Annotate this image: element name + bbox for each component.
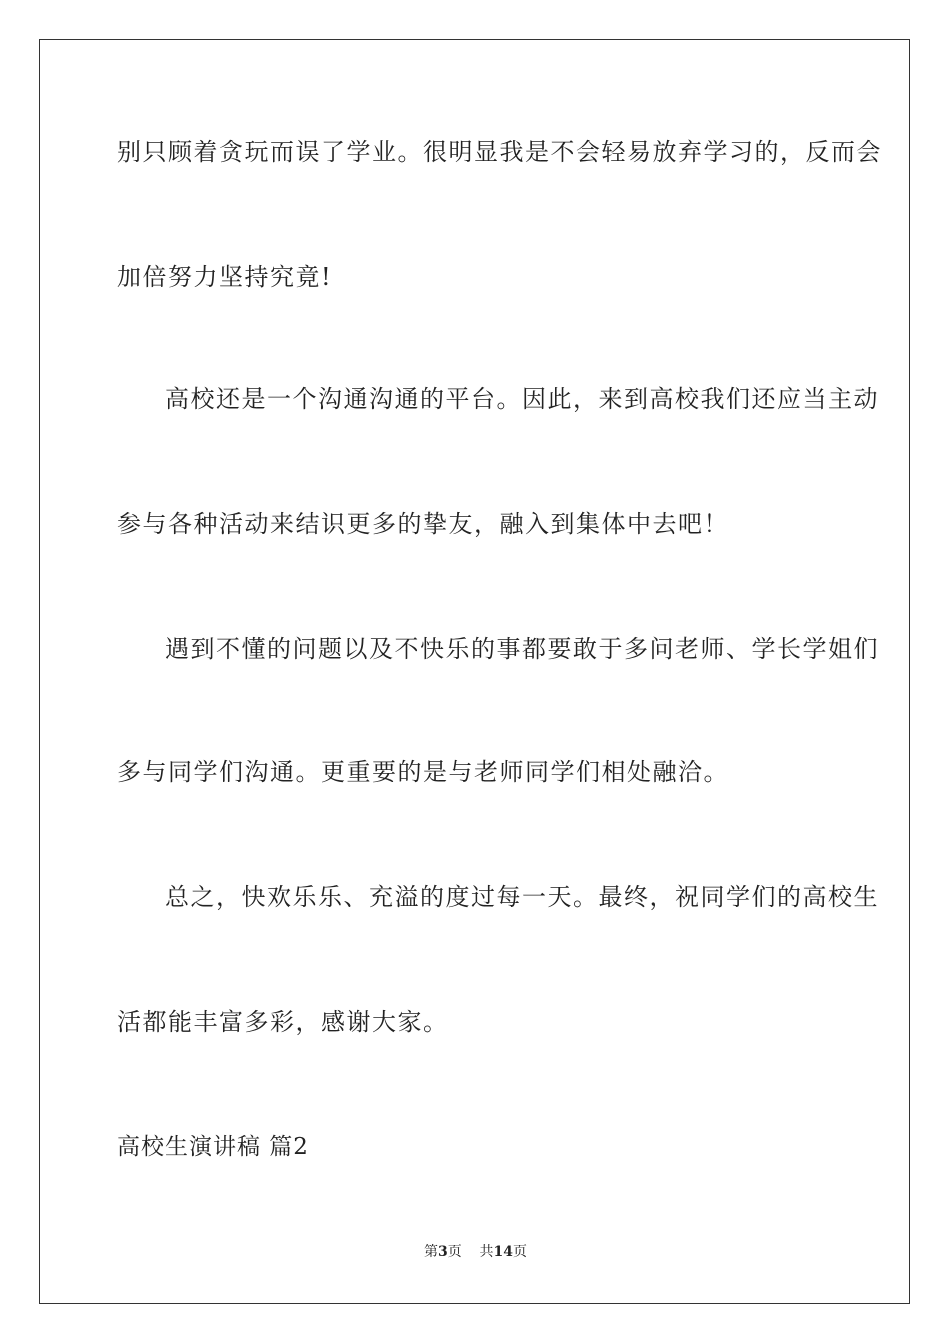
total-label-suffix: 页 xyxy=(513,1244,528,1260)
page-label-prefix: 第 xyxy=(423,1244,438,1260)
body-line-4: 参与各种活动来结识更多的挚友，融入到集体中去吧！ xyxy=(117,510,729,538)
total-label-prefix: 共 xyxy=(479,1244,494,1260)
document-page xyxy=(39,39,910,1304)
body-line-7: 总之，快欢乐乐、充溢的度过每一天。最终，祝同学们的高校生 xyxy=(165,883,879,911)
body-line-2: 加倍努力坚持究竟! xyxy=(117,263,333,291)
body-line-1: 别只顾着贪玩而误了学业。很明显我是不会轻易放弃学习的，反而会 xyxy=(117,138,882,166)
page-label-suffix: 页 xyxy=(447,1244,462,1260)
page-footer xyxy=(40,1241,911,1261)
body-line-6: 多与同学们沟通。更重要的是与老师同学们相处融洽。 xyxy=(117,758,729,786)
page-number: 3 xyxy=(437,1244,448,1260)
body-line-8: 活都能丰富多彩，感谢大家。 xyxy=(117,1008,449,1036)
body-line-5: 遇到不懂的问题以及不快乐的事都要敢于多问老师、学长学姐们 xyxy=(165,635,879,663)
section-heading: 高校生演讲稿 篇2 xyxy=(117,1134,309,1160)
body-line-3: 高校还是一个沟通沟通的平台。因此，来到高校我们还应当主动 xyxy=(165,385,879,413)
total-pages: 14 xyxy=(493,1244,514,1260)
